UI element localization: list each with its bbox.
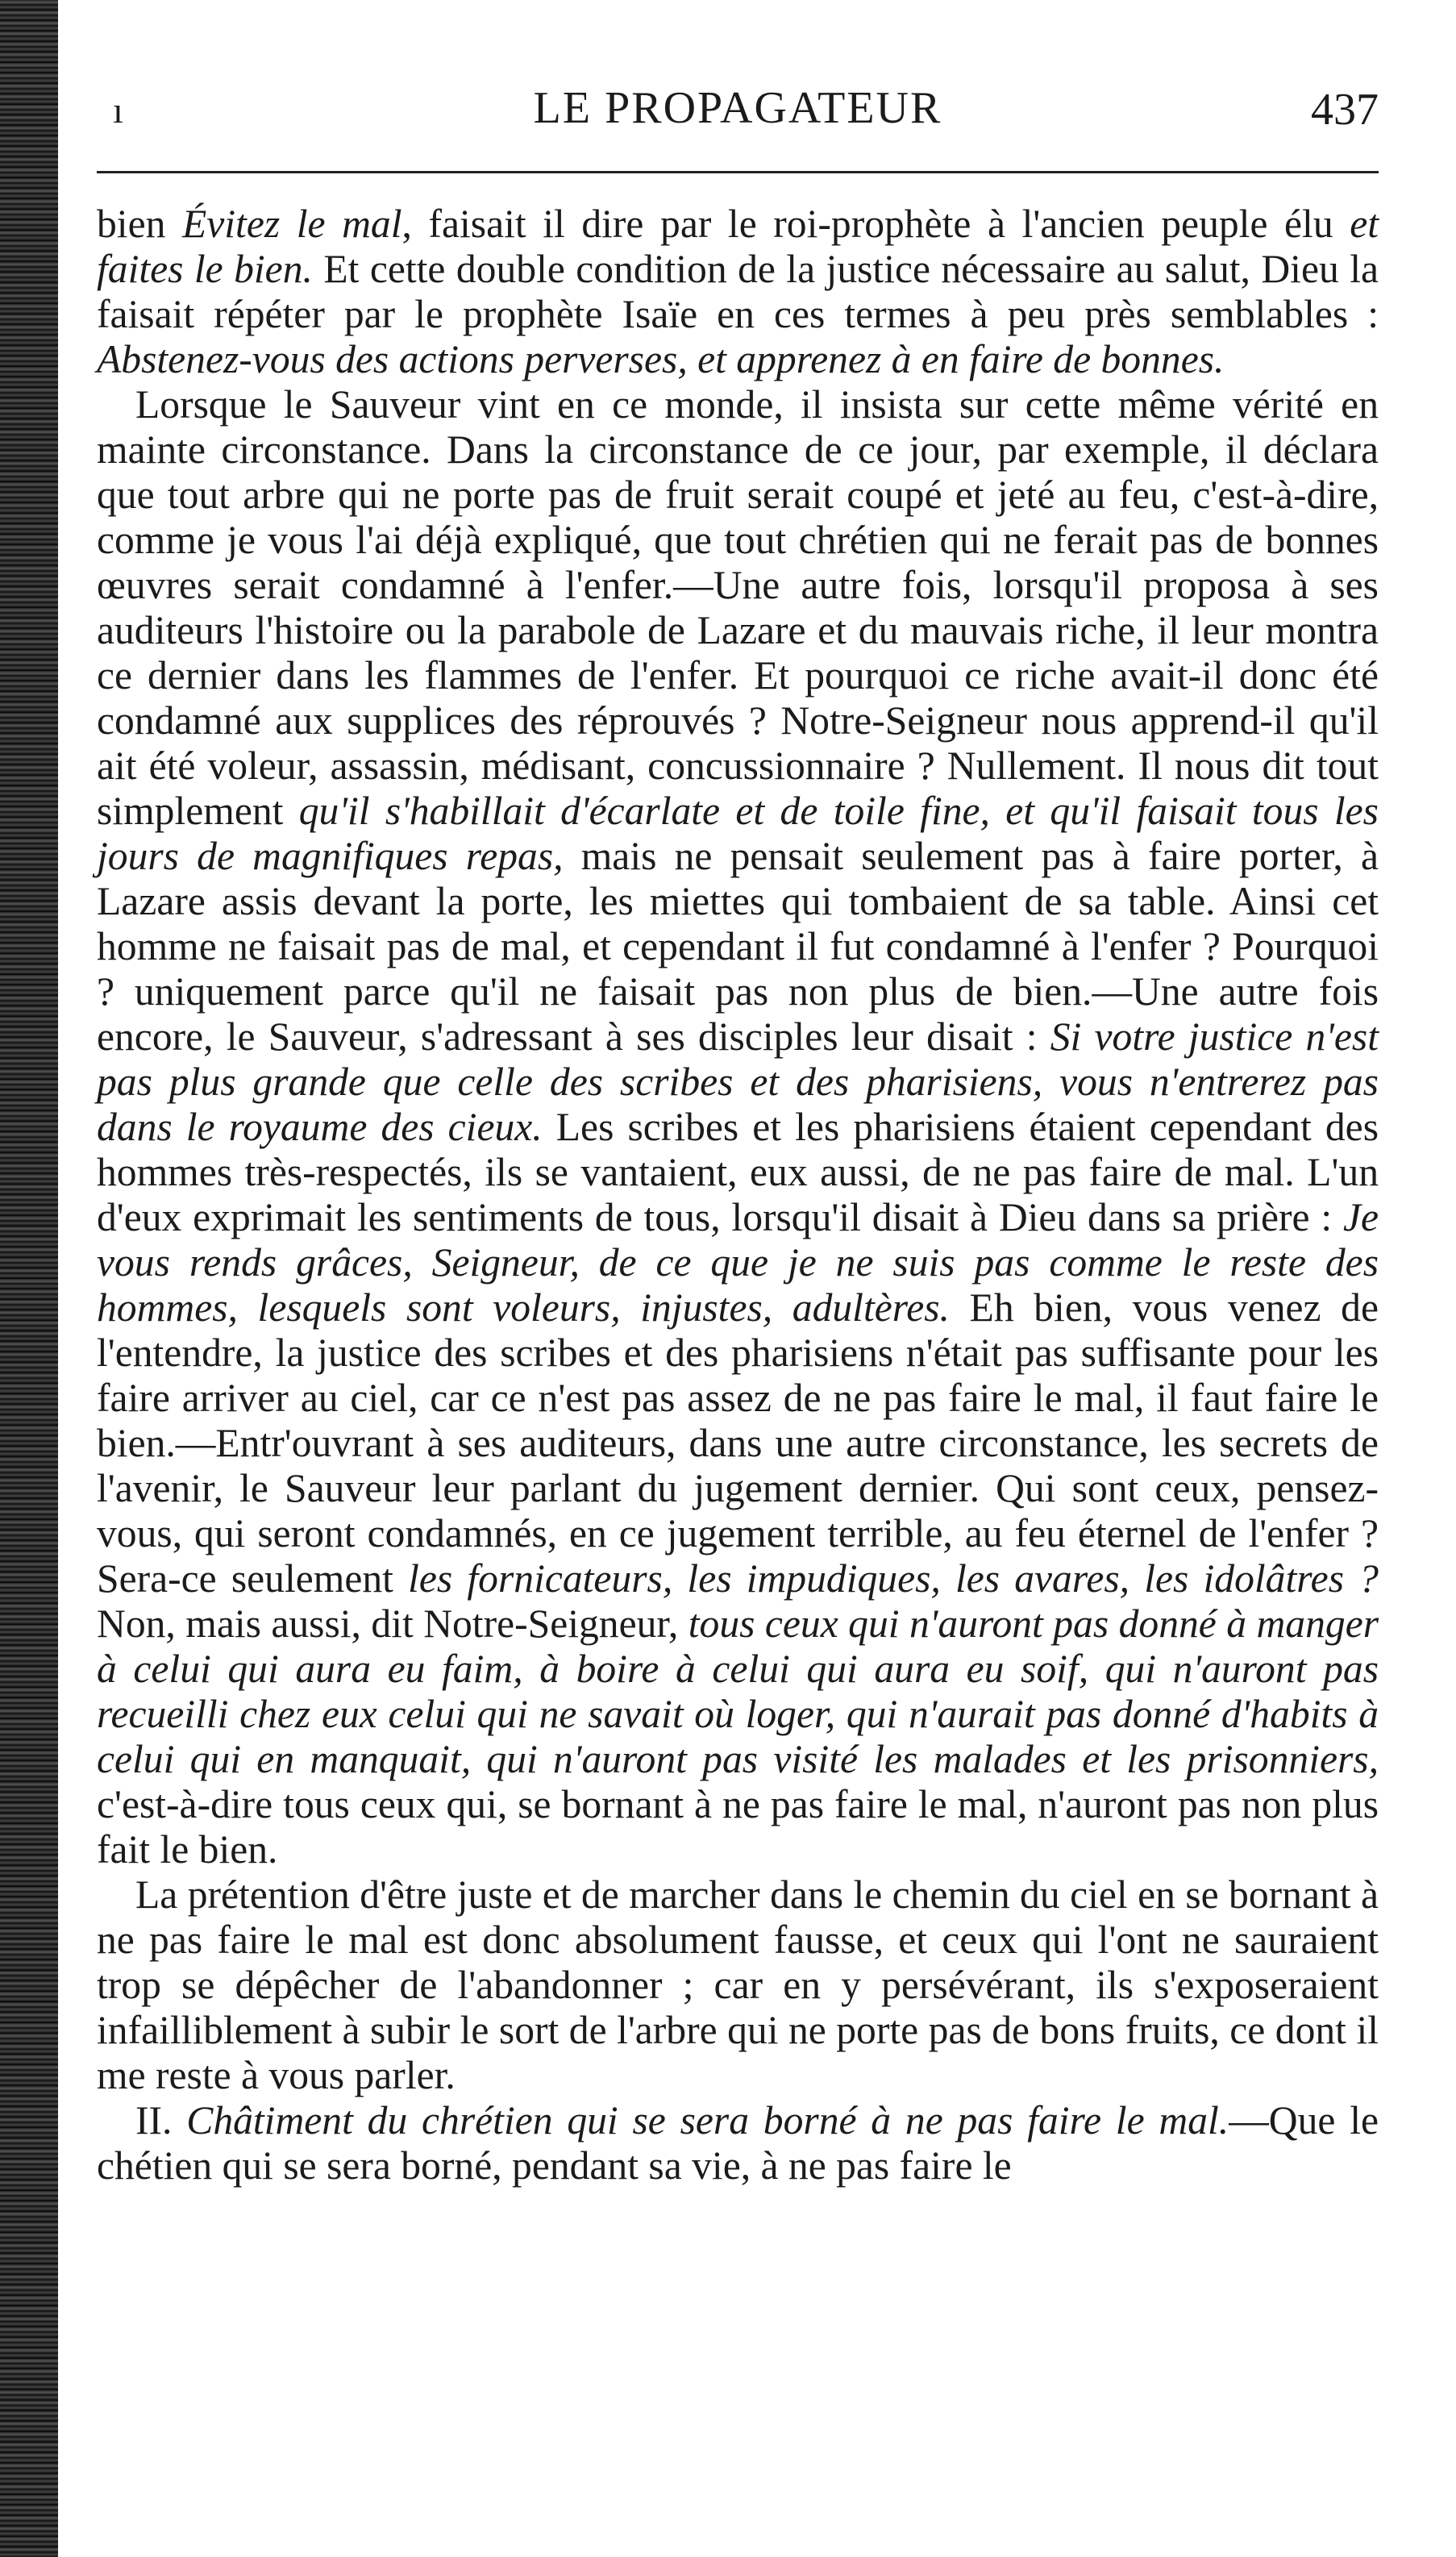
text-segment: II. (135, 2098, 187, 2143)
italic-text: les fornicateurs, les impudiques, les avares, les idolâtres ? (408, 1556, 1379, 1601)
italic-text: et faites le bien. (97, 202, 1379, 291)
paragraph (97, 1872, 1379, 2098)
text-segment: , faisait il dire par le roi-prophète à l'ancien peuple élu (401, 202, 1350, 246)
text-segment: —Que le chétien qui se sera borné, pendant sa vie, à ne pas faire le (97, 2098, 1379, 2188)
italic-text: tous ceux qui n'auront pas donné à manger à celui qui aura eu faim, à boire à celui qui aura eu soif, qui n'auront pas recueilli chez eux celui qui ne savait où loger, qui n'aurait pas donné d'habits à celui qui en manquait, qui n'auront pas visité les malades et les prisonniers, (97, 1601, 1379, 1781)
text-segment: bien (97, 202, 182, 246)
paragraph (97, 2098, 1379, 2188)
page-binding-edge (0, 0, 58, 2557)
text-segment: Lorsque le Sauveur vint en ce monde, il insista sur cette même vérité en mainte circonstance. Dans la circonstance de ce jour, par exemple, il déclara que tout arbre qui ne porte pas de fruit serait coupé et jeté au feu, c'est-à-dire, comme je vous l'ai déjà expliqué, que tout chrétien qui ne ferait pas de bonnes œuvres serait condamné à l'enfer.—Une autre fois, lorsqu'il proposa à ses auditeurs l'histoire ou la parabole de Lazare et du mauvais riche, il leur montra ce dernier dans les flammes de l'enfer. Et pourquoi ce riche avait-il donc été condamné aux supplices des réprouvés ? Notre-Seigneur nous apprend-il qu'il ait été voleur, assassin, médisant, concussionnaire ? Nullement. Il nous dit tout simplement (97, 382, 1379, 833)
italic-text: Abstenez-vous des actions perverses, et apprenez à en faire de bonnes. (97, 337, 1225, 381)
header-mark: ı (113, 90, 123, 131)
italic-text: Je vous rends grâces, Seigneur, de ce que je ne suis pas comme le reste des hommes, lesquels sont voleurs, injustes, adultères. (97, 1195, 1379, 1330)
paragraph (97, 202, 1379, 382)
text-segment: Les scribes et les pharisiens étaient cependant des hommes très-respectés, ils se vantaient, eux aussi, de ne pas faire de mal. L'un d'eux exprimait les sentiments de tous, lorsqu'il disait à Dieu dans sa prière : (97, 1105, 1379, 1239)
body-text (97, 202, 1379, 2188)
italic-text: qu'il s'habillait d'écarlate et de toile fine, et qu'il faisait tous les jours de magnifiques repas, (97, 789, 1379, 878)
italic-text: Si votre justice n'est pas plus grande que celle des scribes et des pharisiens, vous n'entrerez pas dans le royaume des cieux. (97, 1014, 1379, 1149)
text-segment: Eh bien, vous venez de l'entendre, la justice des scribes et des pharisiens n'était pas suffisante pour les faire arriver au ciel, car ce n'est pas assez de ne pas faire le mal, il faut faire le bien.—Entr'ouvrant à ses auditeurs, dans une autre circonstance, les secrets de l'avenir, le Sauveur leur parlant du jugement dernier. Qui sont ceux, pensez-vous, qui seront condamnés, en ce jugement terrible, au feu éternel de l'enfer ? Sera-ce seulement (97, 1285, 1379, 1601)
text-segment: La prétention d'être juste et de marcher dans le chemin du ciel en se bornant à ne pas faire le mal est donc absolument fausse, et ceux qui l'ont ne sauraient trop se dépêcher de l'abandonner ; car en y persévérant, ils s'exposeraient infailliblement à subir le sort de l'arbre qui ne porte pas de bons fruits, ce dont il me reste à vous parler. (97, 1872, 1379, 2097)
journal-title: LE PROPAGATEUR (533, 83, 942, 133)
header-rule (97, 171, 1379, 173)
text-segment: Et cette double condition de la justice nécessaire au salut, Dieu la faisait répéter par le prophète Isaïe en ces termes à peu près semblables : (97, 247, 1379, 336)
running-header (97, 74, 1379, 147)
italic-text: Évitez le mal (181, 202, 402, 246)
page-number: 437 (1311, 85, 1379, 135)
italic-text: Châtiment du chrétien qui se sera borné à ne pas faire le mal. (186, 2098, 1229, 2143)
text-segment: c'est-à-dire tous ceux qui, se bornant à ne pas faire le mal, n'auront pas non plus fait le bien. (97, 1782, 1379, 1872)
text-segment: mais ne pensait seulement pas à faire porter, à Lazare assis devant la porte, les miettes qui tombaient de sa table. Ainsi cet homme ne faisait pas de mal, et cependant il fut condamné à l'enfer ? Pourquoi ? uniquement parce qu'il ne faisait pas non plus de bien.—Une autre fois encore, le Sauveur, s'adressant à ses disciples leur disait : (97, 834, 1379, 1059)
text-segment: Non, mais aussi, dit Notre-Seigneur, (97, 1601, 688, 1646)
paragraph (97, 382, 1379, 1872)
